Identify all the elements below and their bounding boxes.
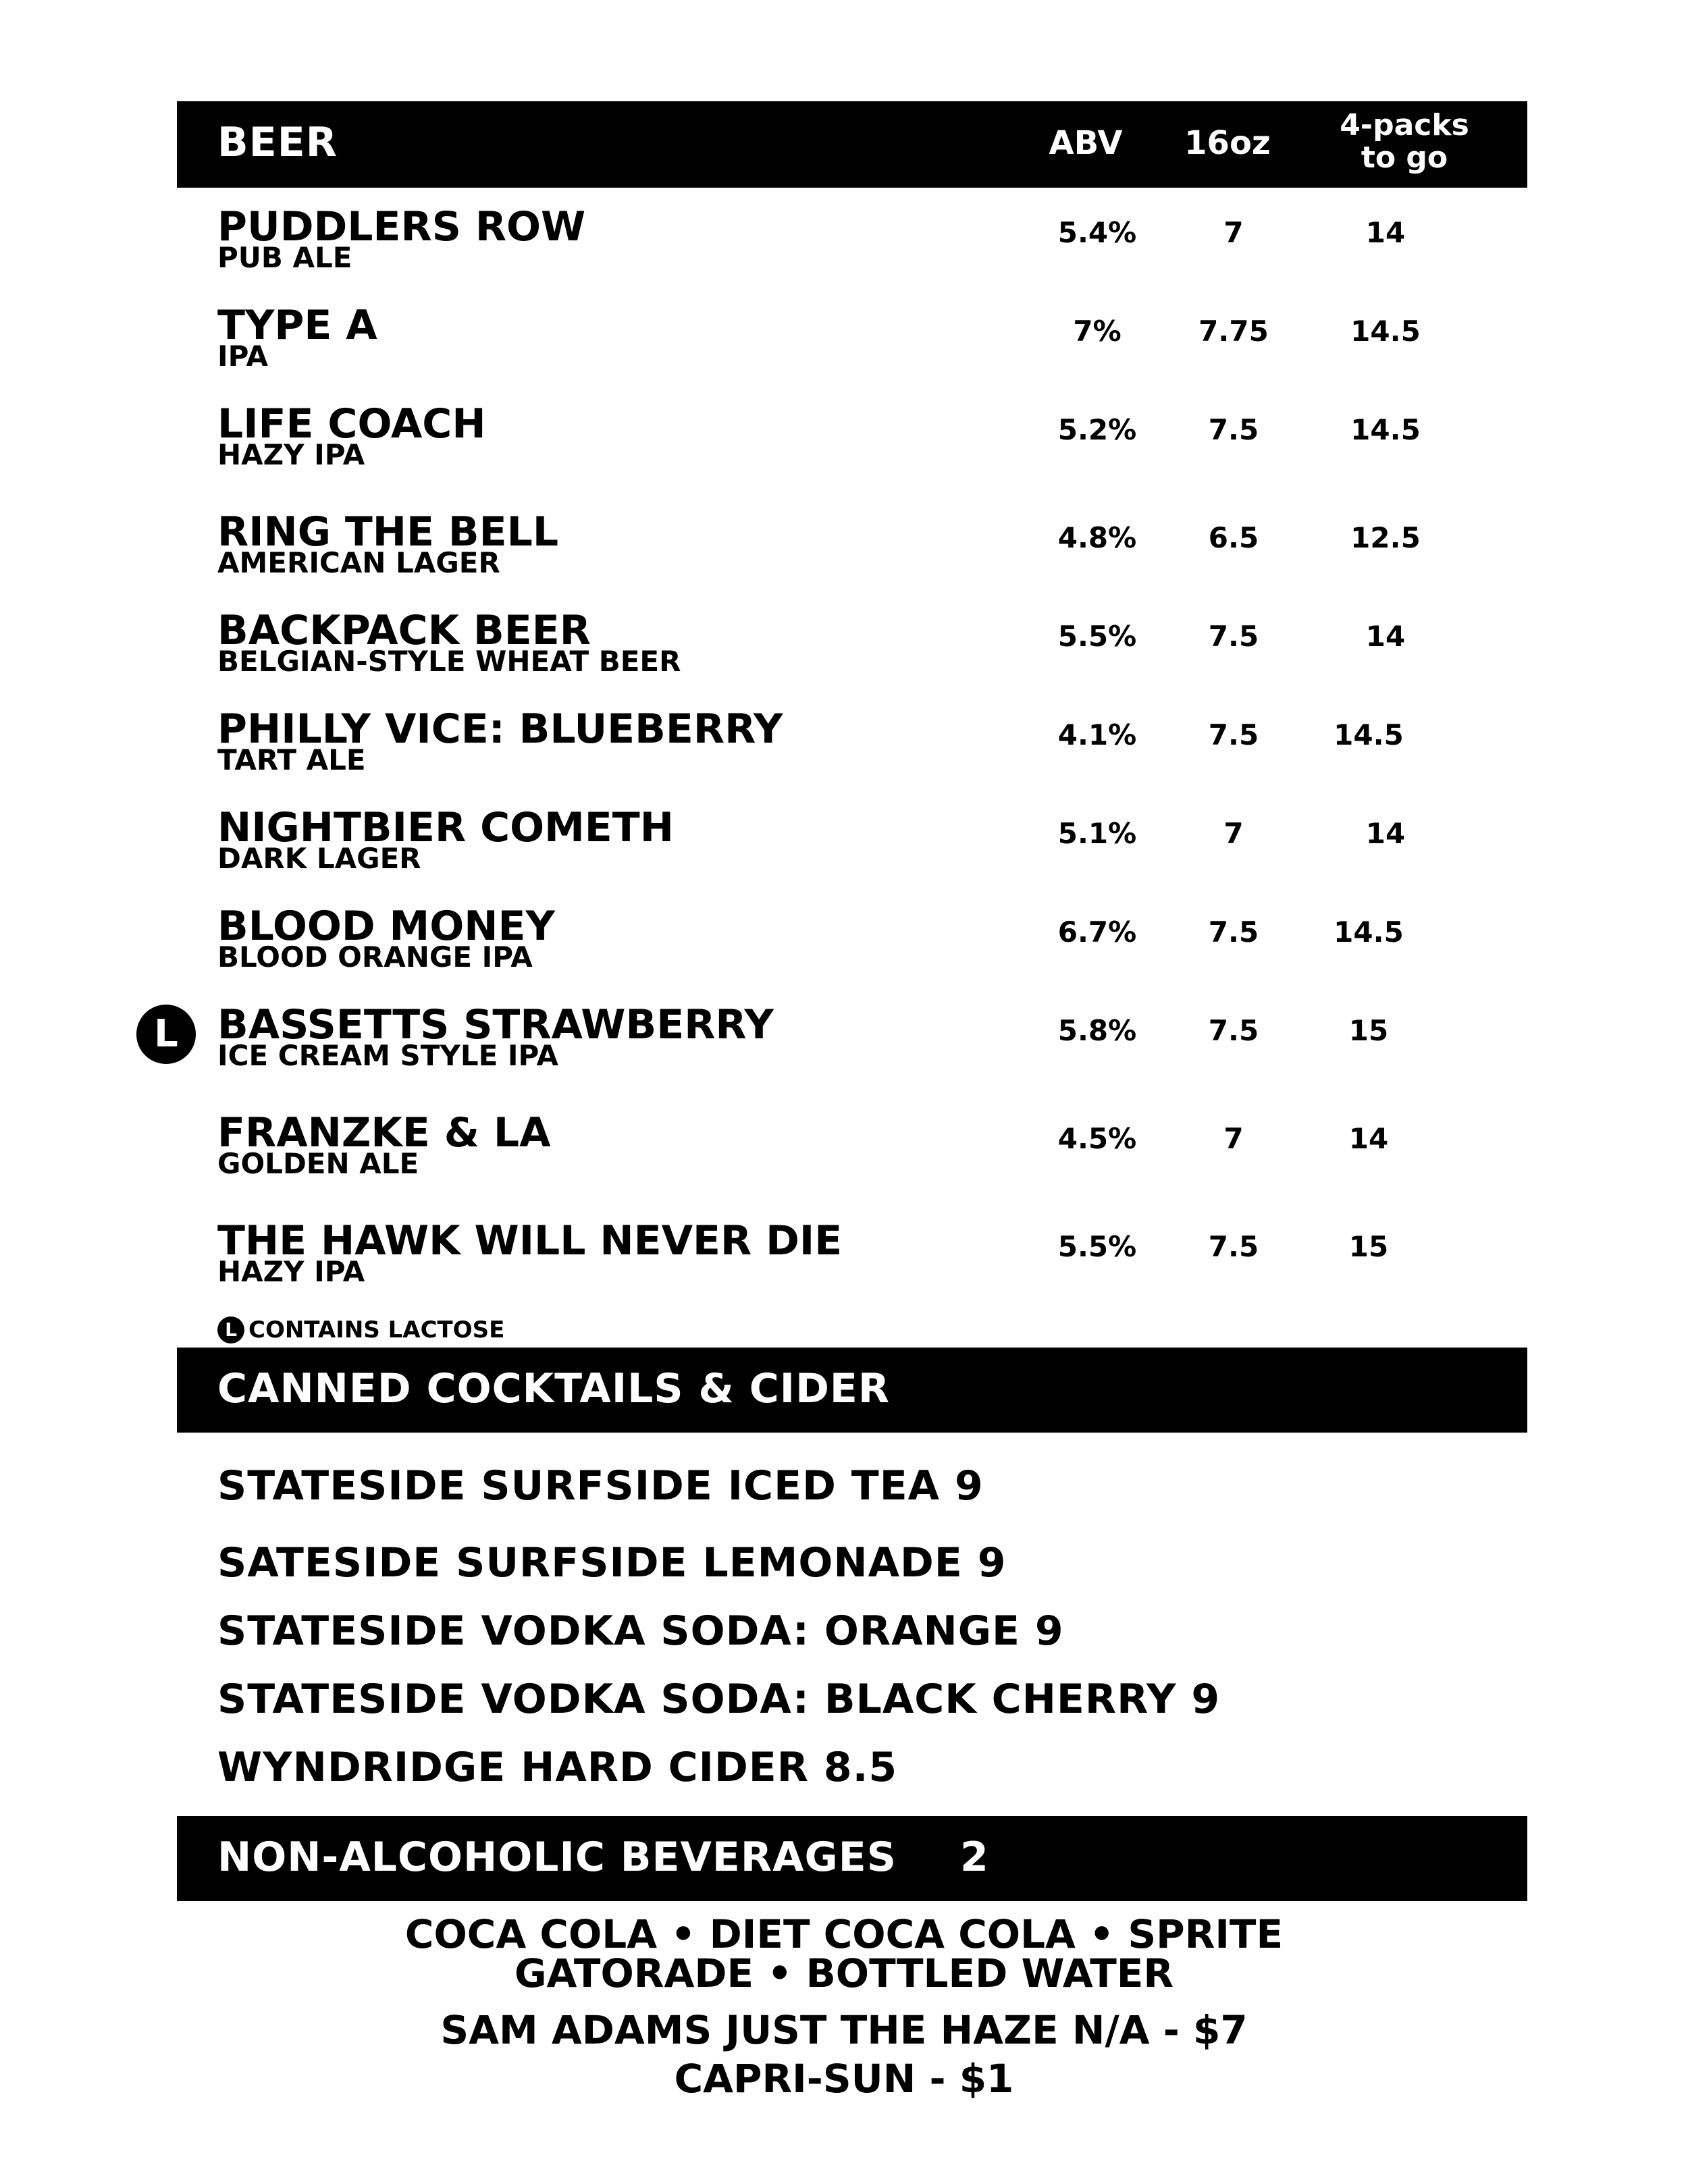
cocktail-item: STATESIDE VODKA SODA: ORANGE 9 xyxy=(217,1607,1064,1655)
beer-4pack-price: 14 xyxy=(1365,620,1406,653)
lactose-note-text: CONTAINS LACTOSE xyxy=(248,1316,505,1343)
beer-4pack-price: 14.5 xyxy=(1350,413,1421,446)
4pack-header-line1: 4-packs xyxy=(1340,108,1469,142)
beer-16oz-price: 7.5 xyxy=(1208,718,1259,751)
beer-4pack-price: 15 xyxy=(1348,1014,1389,1047)
beer-abv: 7% xyxy=(1073,315,1122,348)
beer-style: IPA xyxy=(217,340,269,373)
non-alcoholic-header-bar xyxy=(177,1816,1527,1901)
lactose-badge-icon: L xyxy=(136,1005,196,1064)
non-alcoholic-section-title: NON-ALCOHOLIC BEVERAGES xyxy=(217,1834,897,1881)
beer-style: BLOOD ORANGE IPA xyxy=(217,940,533,974)
beer-16oz-price: 7 xyxy=(1223,216,1244,249)
cocktail-item: STATESIDE VODKA SODA: BLACK CHERRY 9 xyxy=(217,1676,1221,1723)
beer-abv: 6.7% xyxy=(1057,915,1137,949)
beer-style: TART ALE xyxy=(217,743,366,776)
cocktail-item: SATESIDE SURFSIDE LEMONADE 9 xyxy=(217,1539,1007,1587)
beer-row xyxy=(0,1217,1688,1295)
beer-4pack-price: 14.5 xyxy=(1334,718,1404,751)
beer-16oz-price: 6.5 xyxy=(1208,521,1259,554)
beer-row xyxy=(0,607,1688,685)
beer-16oz-price: 7 xyxy=(1223,1122,1244,1155)
beer-name: THE HAWK WILL NEVER DIE xyxy=(217,1217,843,1264)
beer-name: FRANZKE & LA xyxy=(217,1109,551,1156)
beer-style: BELGIAN-STYLE WHEAT BEER xyxy=(217,645,681,678)
beer-section-title: BEER xyxy=(217,119,338,166)
beer-16oz-price: 7.75 xyxy=(1198,315,1269,348)
beer-row xyxy=(0,302,1688,379)
beer-16oz-price: 7.5 xyxy=(1208,1014,1259,1047)
beer-style: PUB ALE xyxy=(217,241,352,274)
beer-style: AMERICAN LAGER xyxy=(217,546,500,579)
beer-row xyxy=(0,1001,1688,1079)
beer-row xyxy=(0,1109,1688,1187)
beer-style: GOLDEN ALE xyxy=(217,1147,419,1180)
beer-abv: 5.1% xyxy=(1057,817,1137,850)
beer-name: TYPE A xyxy=(217,302,377,349)
non-alcoholic-line: SAM ADAMS JUST THE HAZE N/A - $7 xyxy=(440,2007,1248,2053)
beer-style: HAZY IPA xyxy=(217,1255,365,1288)
beer-4pack-price: 14.5 xyxy=(1334,915,1404,949)
beer-row xyxy=(0,400,1688,478)
beer-4pack-price: 14 xyxy=(1365,817,1406,850)
beer-abv: 4.8% xyxy=(1057,521,1137,554)
beer-abv: 5.8% xyxy=(1057,1014,1137,1047)
beer-name: BASSETTS STRAWBERRY xyxy=(217,1001,774,1048)
non-alcoholic-price: 2 xyxy=(960,1834,989,1881)
non-alcoholic-line: CAPRI-SUN - $1 xyxy=(674,2056,1014,2102)
beer-name: LIFE COACH xyxy=(217,400,486,448)
beer-4pack-price: 14 xyxy=(1348,1122,1389,1155)
beer-name: PHILLY VICE: BLUEBERRY xyxy=(217,705,783,753)
beer-row xyxy=(0,508,1688,586)
lactose-note-icon: L xyxy=(217,1316,244,1343)
beer-row xyxy=(0,203,1688,281)
beer-abv: 4.5% xyxy=(1057,1122,1137,1155)
beer-row xyxy=(0,705,1688,783)
beer-name: BACKPACK BEER xyxy=(217,607,591,654)
beer-name: RING THE BELL xyxy=(217,508,559,556)
4pack-column-header xyxy=(1340,109,1469,175)
beer-style: ICE CREAM STYLE IPA xyxy=(217,1039,558,1072)
4pack-header-line2: to go xyxy=(1361,140,1448,176)
abv-column-header: ABV xyxy=(1049,124,1123,162)
beer-16oz-price: 7.5 xyxy=(1208,620,1259,653)
beer-row xyxy=(0,804,1688,882)
beer-4pack-price: 12.5 xyxy=(1350,521,1421,554)
beer-abv: 4.1% xyxy=(1057,718,1137,751)
non-alcoholic-line: GATORADE • BOTTLED WATER xyxy=(514,1950,1174,1996)
beer-abv: 5.5% xyxy=(1057,620,1137,653)
beer-abv: 5.2% xyxy=(1057,413,1137,446)
beer-4pack-price: 14.5 xyxy=(1350,315,1421,348)
beer-name: PUDDLERS ROW xyxy=(217,203,586,250)
beer-abv: 5.4% xyxy=(1057,216,1137,249)
non-alcoholic-line: COCA COLA • DIET COCA COLA • SPRITE xyxy=(404,1911,1284,1957)
beer-16oz-price: 7.5 xyxy=(1208,915,1259,949)
beer-name: BLOOD MONEY xyxy=(217,903,555,950)
beer-header-bar xyxy=(177,101,1527,188)
beer-4pack-price: 14 xyxy=(1365,216,1406,249)
beer-4pack-price: 15 xyxy=(1348,1230,1389,1263)
lactose-note xyxy=(217,1316,504,1343)
16oz-column-header: 16oz xyxy=(1184,124,1271,162)
beer-style: HAZY IPA xyxy=(217,438,365,471)
beer-name: NIGHTBIER COMETH xyxy=(217,804,674,851)
cocktails-section-title: CANNED COCKTAILS & CIDER xyxy=(217,1365,891,1412)
beer-style: DARK LAGER xyxy=(217,842,421,875)
beer-16oz-price: 7.5 xyxy=(1208,413,1259,446)
beer-row xyxy=(0,903,1688,980)
beer-abv: 5.5% xyxy=(1057,1230,1137,1263)
beer-16oz-price: 7.5 xyxy=(1208,1230,1259,1263)
cocktails-header-bar xyxy=(177,1348,1527,1433)
cocktail-item: STATESIDE SURFSIDE ICED TEA 9 xyxy=(217,1462,984,1510)
beer-16oz-price: 7 xyxy=(1223,817,1244,850)
cocktail-item: WYNDRIDGE HARD CIDER 8.5 xyxy=(217,1744,898,1791)
